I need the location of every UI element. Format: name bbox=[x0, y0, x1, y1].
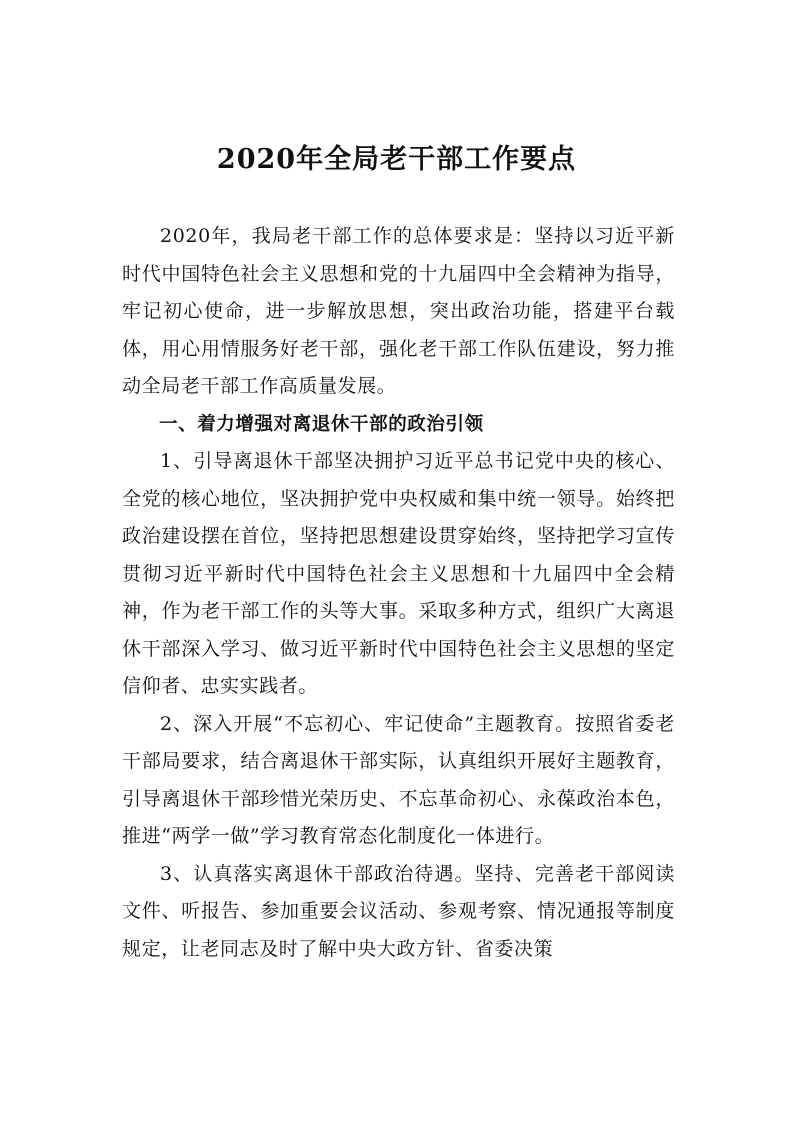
section-heading: 一、着力增强对离退休干部的政治引领 bbox=[159, 413, 484, 435]
section-item-2: 2、深入开展“不忘初心、牢记使命”主题教育。按照省委老干部局要求，结合离退休干部实际，认真组织开展好主题教育，引导离退休干部珍惜光荣历史、不忘革命初心、永葆政治本色，推进“两学一做”学习教育常态化制度化一体进行。 bbox=[122, 712, 675, 847]
document-title: 2020年全局老干部工作要点 bbox=[216, 144, 577, 175]
section-item-3: 3、认真落实离退休干部政治待遇。坚持、完善老干部阅读文件、听报告、参加重要会议活动、参观考察、情况通报等制度规定，让老同志及时了解中央大政方针、省委决策 bbox=[122, 862, 675, 960]
document-body bbox=[122, 218, 675, 968]
intro-paragraph: 2020年，我局老干部工作的总体要求是：坚持以习近平新时代中国特色社会主义思想和党的十九届四中全会精神为指导，牢记初心使命，进一步解放思想，突出政治功能，搭建平台载体，用心用情服务好老干部，强化老干部工作队伍建设，努力推动全局老干部工作高质量发展。 bbox=[122, 225, 675, 397]
section-item-1: 1、引导离退休干部坚决拥护习近平总书记党中央的核心、全党的核心地位，坚决拥护党中央权威和集中统一领导。始终把政治建设摆在首位，坚持把思想建设贯穿始终，坚持把学习宣传贯彻习近平新时代中国特色社会主义思想和十九届四中全会精神，作为老干部工作的头等大事。采取多种方式，组织广大离退休干部深入学习、做习近平新时代中国特色社会主义思想的坚定信仰者、忠实实践者。 bbox=[122, 450, 675, 697]
